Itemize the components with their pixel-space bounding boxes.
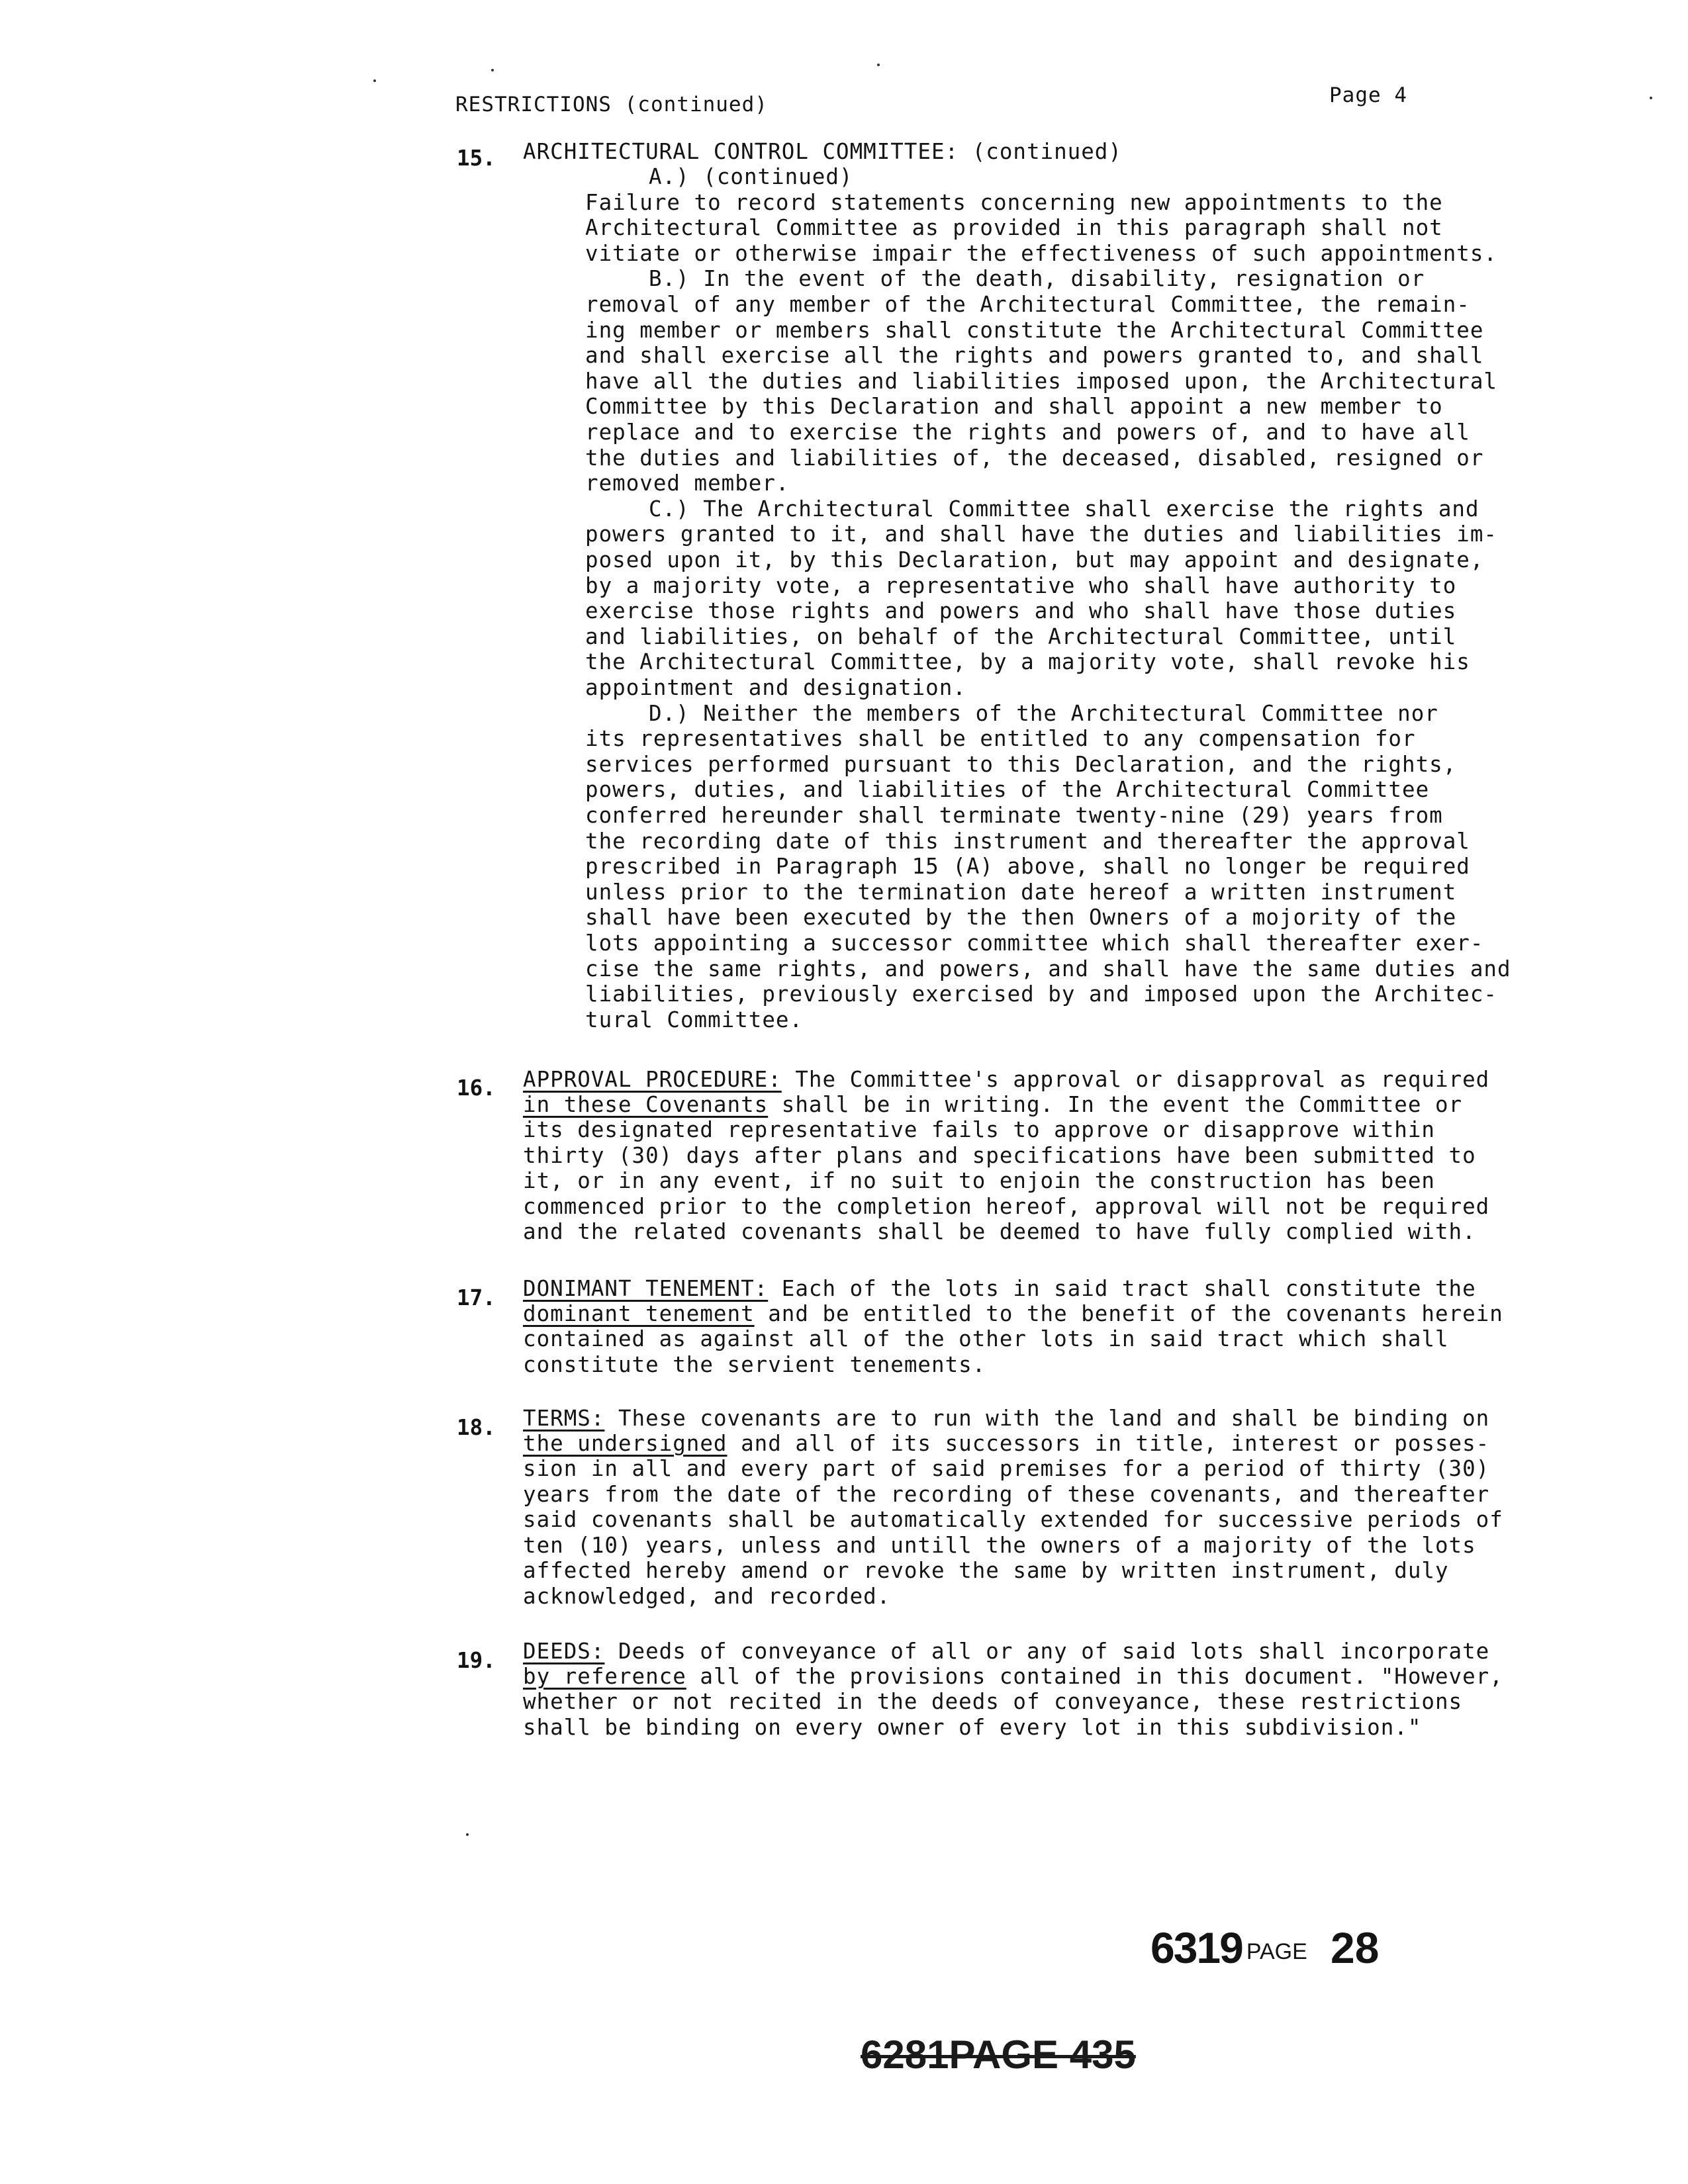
text-line: removed member.	[585, 471, 790, 496]
text-line: powers, duties, and liabilities of the Architectural Committee	[585, 777, 1430, 803]
text-line: replace and to exercise the rights and powers of, and to have all	[585, 420, 1470, 445]
recording-page-number: 28	[1331, 1923, 1380, 1972]
section-second-line	[523, 1431, 1489, 1456]
text-line: sion in all and every part of said premises for a period of thirty (30)	[523, 1456, 1490, 1481]
text-line: Failure to record statements concerning new appointments to the	[585, 189, 1443, 215]
section-number: 17.	[457, 1285, 496, 1310]
text-line: services performed pursuant to this Declaration, and the rights,	[585, 751, 1457, 777]
section-heading: TERMS:	[523, 1406, 605, 1431]
text-line: commenced prior to the completion hereof, approval will not be required	[523, 1193, 1490, 1219]
section-heading: ARCHITECTURAL CONTROL COMMITTEE: (continued)	[523, 139, 1122, 164]
text-line: lots appointing a successor committee which shall thereafter exer-	[585, 931, 1484, 956]
scan-speck	[491, 69, 494, 71]
section-heading: DONIMANT TENEMENT:	[523, 1276, 769, 1301]
text-run: and be entitled to the benefit of the covenants herein	[754, 1301, 1503, 1326]
text-run: and all of its successors in title, interest or posses-	[727, 1431, 1490, 1456]
text-line: posed upon it, by this Declaration, but may appoint and designate,	[585, 547, 1484, 572]
text-line: C.) The Architectural Committee shall exercise the rights and	[649, 496, 1479, 522]
text-line: ten (10) years, unless and untill the owners of a majority of the lots	[523, 1532, 1476, 1558]
text-line: and liabilities, on behalf of the Architectural Committee, until	[585, 623, 1457, 649]
text-line: powers granted to it, and shall have the duties and liabilities im-	[585, 522, 1497, 547]
text-line: shall be binding on every owner of every lot in this subdivision."	[523, 1714, 1422, 1740]
text-line: cise the same rights, and powers, and shall have the same duties and	[585, 956, 1511, 981]
page-word: PAGE	[1246, 1939, 1307, 1964]
text-line: Architectural Committee as provided in this paragraph shall not	[585, 215, 1443, 241]
text-line: and the related covenants shall be deemed to have fully complied with.	[523, 1219, 1476, 1244]
page-number-label: Page 4	[1329, 83, 1407, 107]
text-line: it, or in any event, if no suit to enjoin the construction has been	[523, 1168, 1435, 1193]
section-first-line	[523, 1406, 1489, 1431]
section-number: 16.	[457, 1075, 496, 1101]
superseded-stamp: 6281PAGE 435	[861, 2032, 1136, 2077]
text-line: prescribed in Paragraph 15 (A) above, shall no longer be required	[585, 854, 1470, 880]
text-line: and shall exercise all the rights and powers granted to, and shall	[585, 343, 1484, 369]
text-line: by a majority vote, a representative who shall have authority to	[585, 572, 1457, 598]
text-line: liabilities, previously exercised by and imposed upon the Architec-	[585, 981, 1497, 1007]
text-line: B.) In the event of the death, disability, resignation or	[649, 266, 1425, 292]
section-number: 19.	[457, 1648, 496, 1673]
section-first-line	[523, 1276, 1476, 1301]
text-run: The Committee's approval or disapproval as required	[781, 1067, 1490, 1092]
scan-speck	[466, 1833, 469, 1836]
text-line: its designated representative fails to approve or disapprove within	[523, 1117, 1435, 1142]
section-second-line	[523, 1092, 1462, 1117]
text-line: the recording date of this instrument and thereafter the approval	[585, 828, 1470, 854]
underlined-phrase: the undersigned	[523, 1431, 727, 1456]
scan-speck	[373, 79, 376, 82]
section-number: 15.	[457, 146, 496, 171]
text-run: These covenants are to run with the land and shall be binding on	[604, 1406, 1490, 1431]
text-line: its representatives shall be entitled to any compensation for	[585, 726, 1416, 752]
book-number: 6319	[1150, 1923, 1243, 1972]
document-header: RESTRICTIONS (continued)	[455, 93, 768, 116]
text-run: shall be in writing. In the event the Committee or	[768, 1092, 1463, 1117]
text-line: unless prior to the termination date hereof a written instrument	[585, 879, 1457, 905]
text-line: appointment and designation.	[585, 675, 966, 700]
underlined-phrase: in these Covenants	[523, 1092, 769, 1117]
text-line: constitute the servient tenements.	[523, 1351, 986, 1377]
underlined-phrase: by reference	[523, 1664, 686, 1689]
scan-speck	[1650, 97, 1652, 99]
text-line: conferred hereunder shall terminate twenty-nine (29) years from	[585, 803, 1443, 828]
text-line: removal of any member of the Architectural Committee, the remain-	[585, 292, 1470, 317]
text-line: have all the duties and liabilities imposed upon, the Architectural	[585, 368, 1497, 394]
scan-speck	[877, 64, 880, 66]
text-line: A.) (continued)	[649, 164, 853, 189]
text-run: Each of the lots in said tract shall constitute the	[768, 1276, 1476, 1301]
text-line: vitiate or otherwise impair the effectiveness of such appointments.	[585, 240, 1497, 266]
text-line: thirty (30) days after plans and specifications have been submitted to	[523, 1142, 1476, 1168]
text-line: shall have been executed by the then Owners of a mojority of the	[585, 905, 1457, 931]
text-line: affected hereby amend or revoke the same by written instrument, duly	[523, 1558, 1449, 1583]
text-line: exercise those rights and powers and who shall have those duties	[585, 598, 1457, 624]
text-line: years from the date of the recording of these covenants, and thereafter	[523, 1481, 1490, 1507]
section-heading: DEEDS:	[523, 1639, 605, 1664]
text-run: all of the provisions contained in this document. "However,	[686, 1664, 1503, 1689]
section-first-line	[523, 1639, 1489, 1664]
text-line: the Architectural Committee, by a majority vote, shall revoke his	[585, 649, 1470, 675]
text-line: Committee by this Declaration and shall appoint a new member to	[585, 394, 1443, 420]
text-line: whether or not recited in the deeds of conveyance, these restrictions	[523, 1689, 1463, 1714]
text-line: ing member or members shall constitute the Architectural Committee	[585, 317, 1484, 343]
section-number: 18.	[457, 1415, 496, 1440]
text-line: contained as against all of the other lots in said tract which shall	[523, 1326, 1449, 1351]
text-line: the duties and liabilities of, the deceased, disabled, resigned or	[585, 445, 1484, 471]
text-run: Deeds of conveyance of all or any of said lots shall incorporate	[604, 1639, 1490, 1664]
recording-stamp	[1150, 1923, 1307, 1973]
text-line: tural Committee.	[585, 1007, 804, 1032]
section-heading: APPROVAL PROCEDURE:	[523, 1067, 782, 1092]
text-line: said covenants shall be automatically extended for successive periods of	[523, 1507, 1503, 1532]
text-line: D.) Neither the members of the Architectural Committee nor	[649, 700, 1438, 726]
text-line: acknowledged, and recorded.	[523, 1583, 891, 1609]
section-second-line	[523, 1664, 1503, 1689]
section-first-line	[523, 1067, 1489, 1092]
section-second-line	[523, 1301, 1503, 1326]
underlined-phrase: dominant tenement	[523, 1301, 755, 1326]
